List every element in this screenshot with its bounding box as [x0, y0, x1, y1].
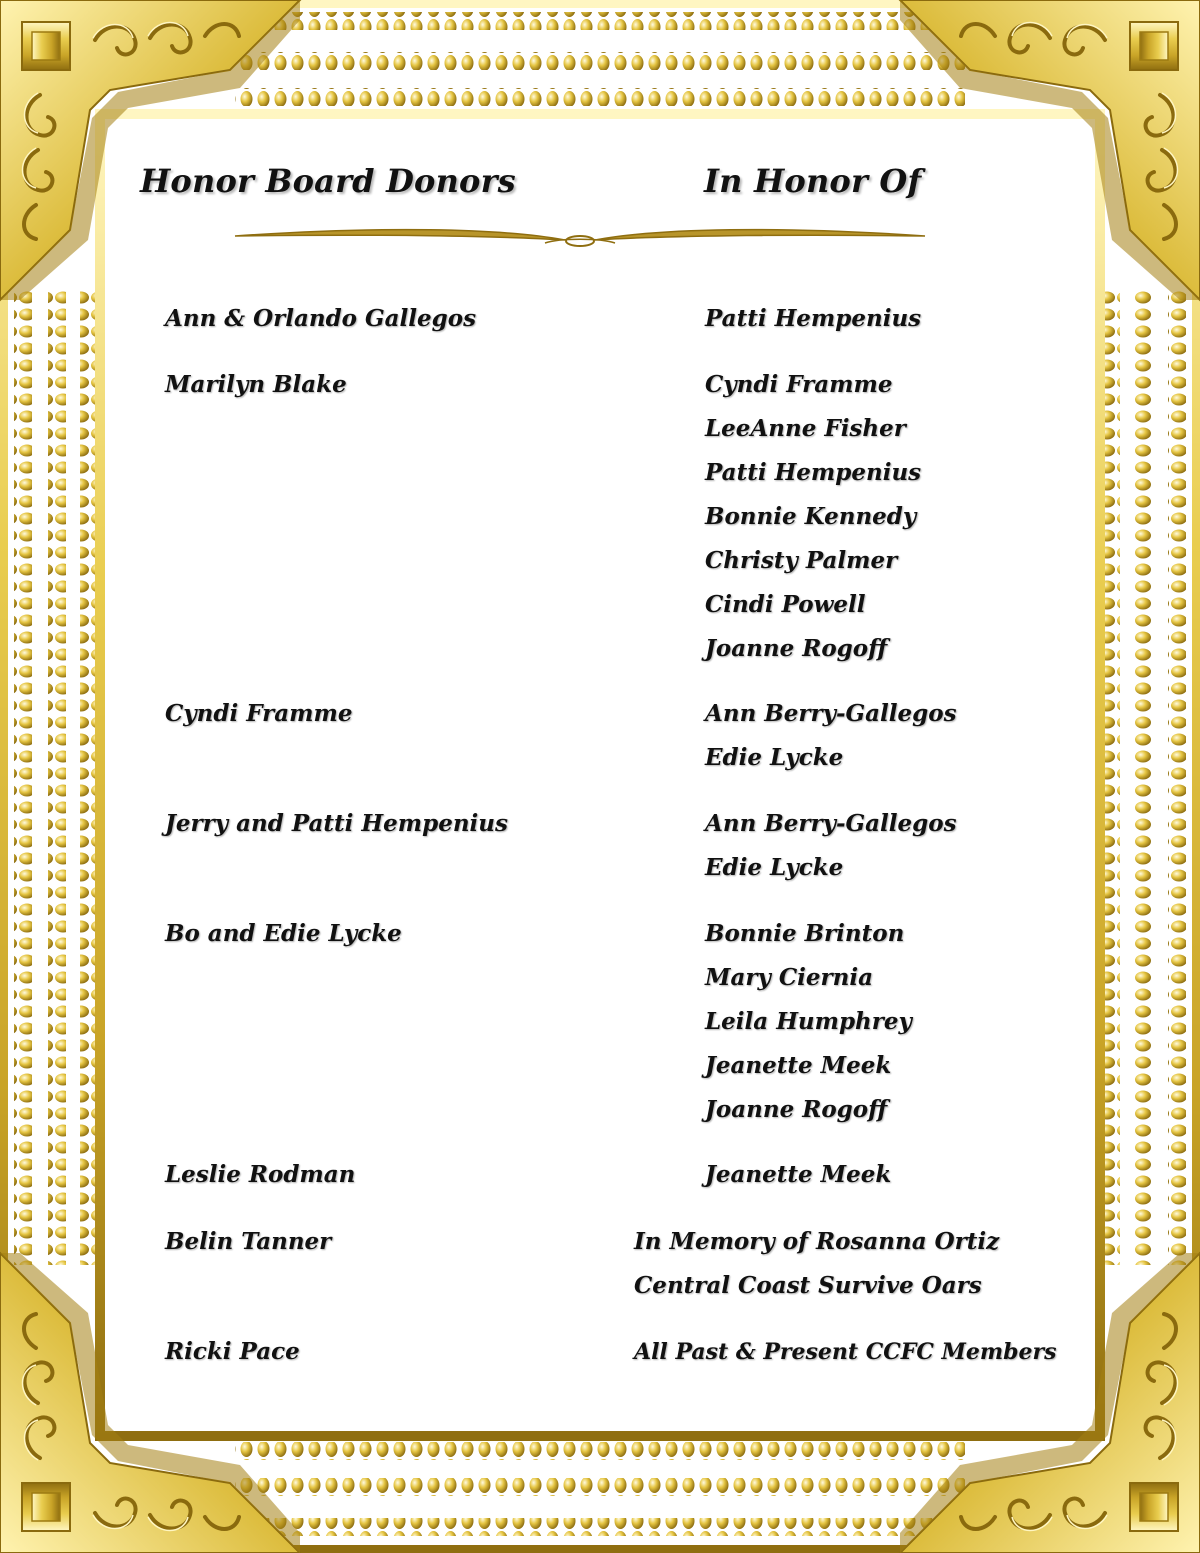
honoree-list: [705, 363, 921, 671]
honoree-list: [705, 297, 921, 341]
honoree-name: Christy Palmer: [705, 547, 898, 574]
honoree-name: Jeanette Meek: [705, 1161, 892, 1188]
honoree-name: Central Coast Survive Oars: [634, 1272, 982, 1299]
honoree-name: Patti Hempenius: [705, 459, 922, 486]
honoree-name: Patti Hempenius: [705, 305, 922, 332]
donor-name: Leslie Rodman: [165, 1161, 356, 1188]
honoree-list: [634, 1220, 999, 1308]
donors-heading: Honor Board Donors: [140, 162, 516, 200]
donor-name: Cyndi Framme: [165, 700, 353, 727]
honoree-name: All Past & Present CCFC Members: [634, 1339, 1057, 1365]
honoree-name: Bonnie Kennedy: [705, 503, 917, 530]
honoree-list: [634, 1330, 1057, 1374]
honoree-name: Cindi Powell: [705, 591, 866, 618]
honoree-name: Joanne Rogoff: [705, 635, 888, 662]
donor-name: Marilyn Blake: [165, 371, 347, 398]
donor-name: Jerry and Patti Hempenius: [165, 810, 508, 837]
honoree-name: Edie Lycke: [705, 854, 844, 881]
honoree-name: Edie Lycke: [705, 744, 844, 771]
honoree-name: Jeanette Meek: [705, 1052, 892, 1079]
honoree-name: Ann Berry-Gallegos: [705, 700, 957, 727]
honoree-list: [705, 1153, 891, 1197]
donor-name: Bo and Edie Lycke: [165, 920, 402, 947]
honorees-heading: In Honor Of: [704, 162, 922, 200]
honoree-list: [705, 912, 912, 1132]
honoree-name: Mary Ciernia: [705, 964, 874, 991]
honoree-name: Bonnie Brinton: [705, 920, 905, 947]
honoree-list: [705, 802, 957, 890]
donor-name: Ricki Pace: [165, 1338, 300, 1365]
honoree-name: Cyndi Framme: [705, 371, 893, 398]
honoree-name: LeeAnne Fisher: [705, 415, 906, 442]
honoree-name: In Memory of Rosanna Ortiz: [634, 1228, 1000, 1255]
donor-name: Ann & Orlando Gallegos: [165, 305, 477, 332]
honoree-name: Leila Humphrey: [705, 1008, 912, 1035]
honoree-name: Joanne Rogoff: [705, 1096, 888, 1123]
honoree-list: [705, 692, 957, 780]
honoree-name: Ann Berry-Gallegos: [705, 810, 957, 837]
donor-name: Belin Tanner: [165, 1228, 332, 1255]
